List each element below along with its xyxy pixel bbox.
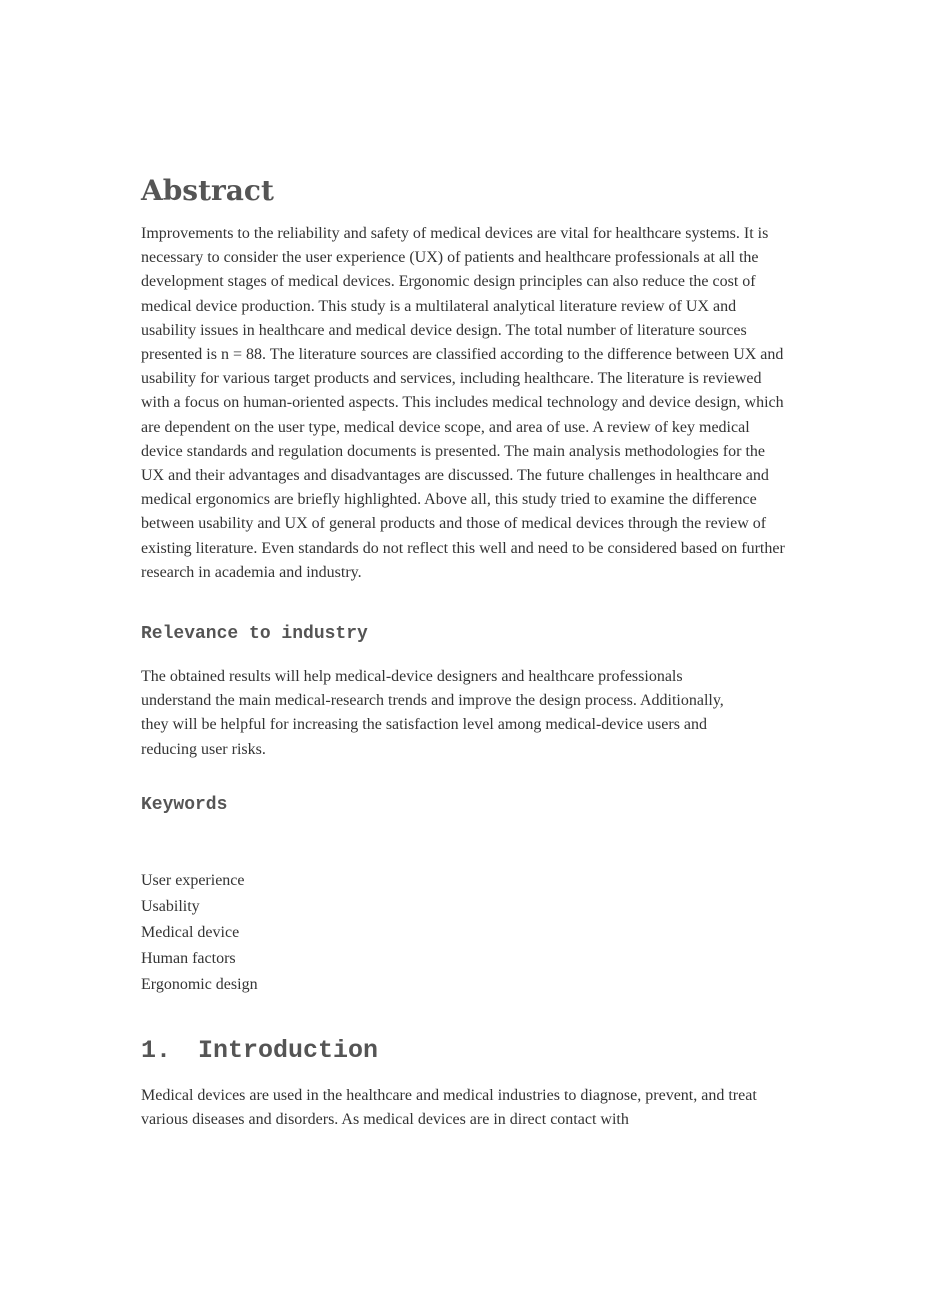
abstract-text: Improvements to the reliability and safety of medical devices are vital for healthcare systems. It is necessary to consider the user experience (UX) of patients and healthcare professionals at all the development stages of medical devices. Ergonomic design principles can also reduce the cost of medical device production. This study is a multilateral analytical literature review of UX and usability issues in healthcare and medical device design. The total number of literature sources presented is n = 88. The literature sources are classified according to the difference between UX and usability for various target products and services, including healthcare. The literature is reviewed with a focus on human-oriented aspects. This includes medical technology and device design, which are dependent on the user type, medical device scope, and area of use. A review of key medical device standards and regulation documents is presented. The main analysis methodologies for the UX and their advantages and disadvantages are discussed. The future challenges in healthcare and medical ergonomics are briefly highlighted. Above all, this study tried to examine the difference between usability and UX of general products and those of medical devices through the review of existing literature. Even standards do not reflect this well and need to be considered based on further research in academia and industry. <box>141 225 785 581</box>
section-title-text: Introduction <box>198 1035 379 1065</box>
article-page <box>141 172 791 1132</box>
keyword-item: Usability <box>141 897 200 915</box>
keyword-item: Medical device <box>141 923 240 941</box>
keywords-heading: Keywords <box>141 794 228 815</box>
relevance-text: The obtained results will help medical-device designers and healthcare professionals understand the main medical-research trends and improve the design process. Additionally, they will be helpful for increasing the satisfaction level among medical-device users and reducing user risks. <box>141 668 724 758</box>
abstract-title: Abstract <box>141 174 274 207</box>
introduction-heading <box>141 1034 791 1068</box>
section-number: 1. <box>141 1035 172 1065</box>
keyword-item: Ergonomic design <box>141 975 258 993</box>
keyword-item: User experience <box>141 871 245 889</box>
relevance-heading: Relevance to industry <box>141 624 368 645</box>
keywords-list <box>141 868 791 998</box>
introduction-text: Medical devices are used in the healthcare and medical industries to diagnose, prevent, and treat various diseases and disorders. As medical devices are in direct contact with <box>141 1086 757 1129</box>
keyword-item: Human factors <box>141 949 236 967</box>
